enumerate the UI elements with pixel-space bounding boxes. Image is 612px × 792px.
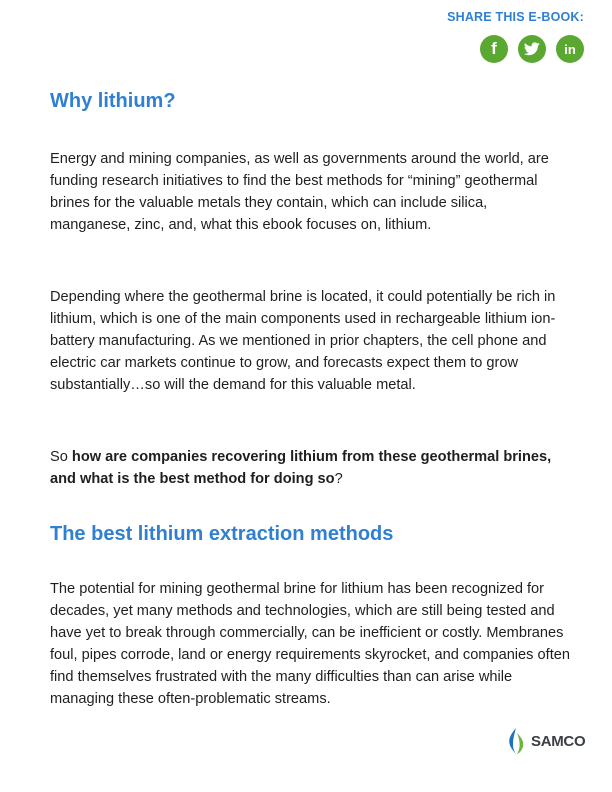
linkedin-icon[interactable] xyxy=(556,35,584,63)
linkedin-glyph: in xyxy=(564,41,576,57)
paragraph-why-lithium-1: Energy and mining companies, as well as governments around the world, are funding research initiatives to find the best methods for “mining” geothermal brines for the valuable metals they contain, which can include silica, manganese, zinc, and, what this ebook focuses on, lithium. xyxy=(50,151,549,233)
share-title: SHARE THIS E-BOOK: xyxy=(447,10,584,24)
twitter-bird-glyph xyxy=(524,42,540,56)
facebook-glyph: f xyxy=(491,39,497,58)
paragraph-why-lithium-2: Depending where the geothermal brine is located, it could potentially be rich in lithium, which is one of the main components used in rechargeable lithium ion-battery manufacturing. As we mentioned in prior chapters, the cell phone and electric car markets continue to grow, and forecasts expect them to grow substantially…so will the demand for this valuable metal. xyxy=(50,289,556,393)
samco-logo xyxy=(505,727,585,755)
section-heading-why-lithium: Why lithium? xyxy=(50,90,176,112)
question-prefix: So xyxy=(50,449,72,465)
paragraph-extraction-methods-1: The potential for mining geothermal brine for lithium has been recognized for decades, yet many methods and technologies, which are still being tested and have yet to break through commercially, can be inefficient or costly. Membranes foul, pipes corrode, land or energy requirements skyrocket, and companies often find themselves frustrated with the many difficulties than can arise while managing these often-problematic streams. xyxy=(50,581,570,707)
share-bar xyxy=(404,10,584,63)
question-bold: how are companies recovering lithium from these geothermal brines, and what is the best method for doing so xyxy=(50,449,552,487)
share-icons xyxy=(404,35,584,63)
question-suffix: ? xyxy=(334,471,343,487)
samco-logo-icon xyxy=(505,727,527,755)
paragraph-question xyxy=(50,446,570,490)
facebook-icon[interactable] xyxy=(480,35,508,63)
section-heading-extraction-methods: The best lithium extraction methods xyxy=(50,523,394,545)
samco-logo-text: SAMCO xyxy=(531,732,586,750)
twitter-icon[interactable] xyxy=(518,35,546,63)
